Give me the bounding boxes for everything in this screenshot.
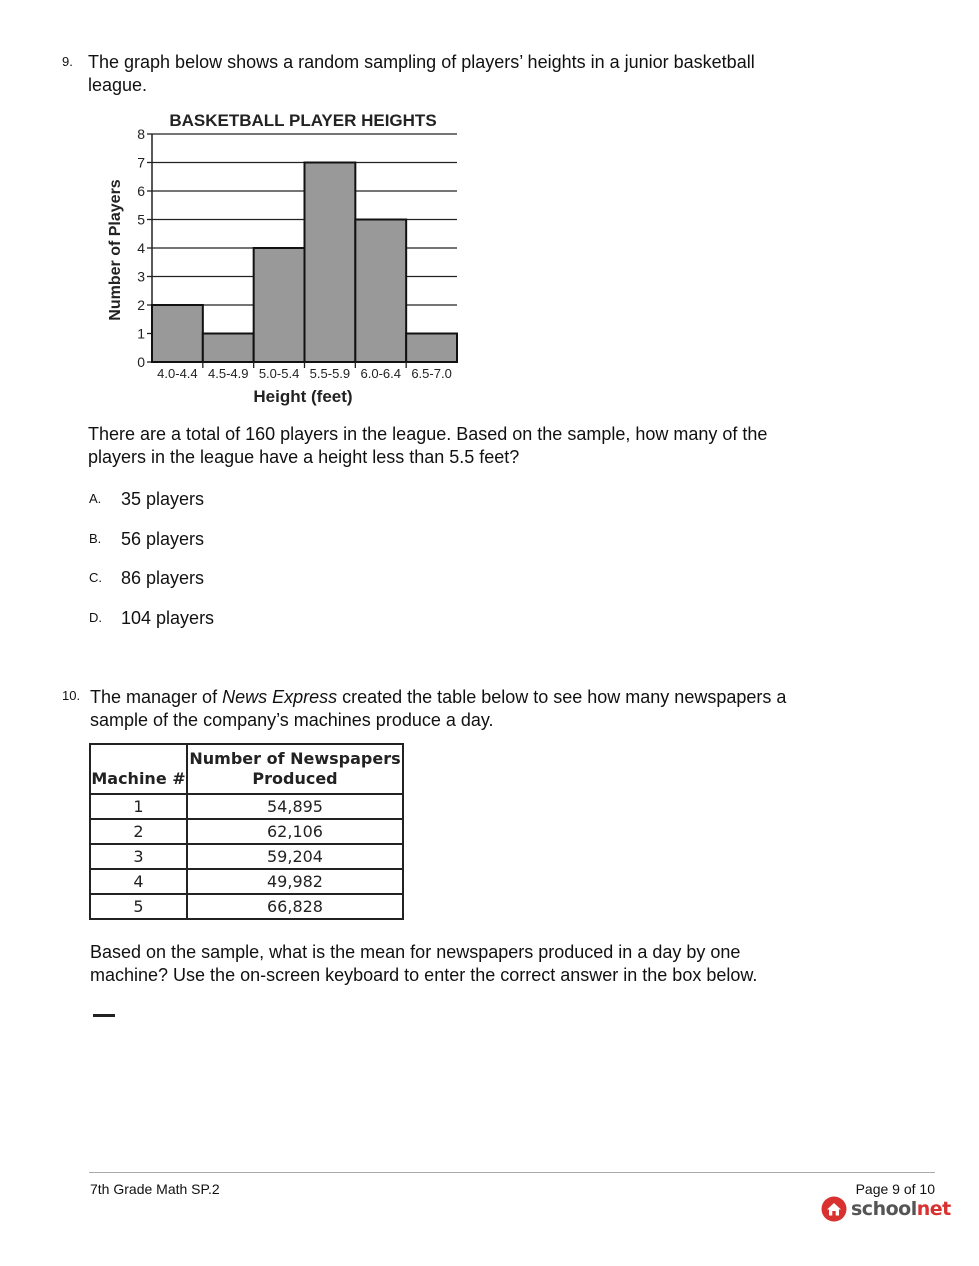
- chart-y-ticks: [137, 126, 152, 370]
- count-cell: 66,828: [187, 894, 403, 919]
- y-tick-label: 6: [137, 183, 145, 199]
- y-tick-label: 2: [137, 297, 145, 313]
- question-10-prompt-line2: sample of the company’s machines produce a day.: [90, 710, 494, 730]
- choice-a-text[interactable]: 35 players: [121, 489, 205, 509]
- count-cell: 59,204: [187, 844, 403, 869]
- question-9-prompt-line1: The graph below shows a random sampling of players’ heights in a junior basketball: [88, 52, 755, 72]
- footer-divider: [89, 1172, 935, 1173]
- x-tick-label: 5.0-5.4: [258, 366, 300, 381]
- chart-bars: [152, 163, 457, 363]
- table-row: [90, 844, 403, 869]
- question-10-question: [90, 941, 757, 987]
- machine-cell: 1: [90, 794, 187, 819]
- question-10-prompt-line1: [90, 686, 786, 709]
- bar-5.5-5.9: [305, 163, 356, 363]
- footer-page-number: Page 9 of 10: [855, 1181, 935, 1197]
- chart-x-axis-label: Height (feet): [253, 387, 353, 406]
- y-tick-label: 0: [137, 354, 145, 370]
- question-10-number: 10.: [62, 688, 81, 703]
- table-row: [90, 869, 403, 894]
- table-row: [90, 819, 403, 844]
- y-tick-label: 1: [137, 325, 145, 342]
- machine-cell: 5: [90, 894, 187, 919]
- bar-6.0-6.4: [355, 220, 406, 363]
- header-newspapers-line1: Number of Newspapers: [189, 749, 401, 768]
- chart-title: BASKETBALL PLAYER HEIGHTS: [169, 111, 437, 130]
- question-10-question-line2: machine? Use the on-screen keyboard to enter the correct answer in the box below.: [90, 965, 758, 985]
- question-10-question-line1: Based on the sample, what is the mean for newspapers produced in a day by one: [90, 942, 741, 962]
- logo-school: school: [851, 1198, 917, 1220]
- x-tick-label: 4.0-4.4: [157, 366, 198, 381]
- choice-d-text[interactable]: 104 players: [121, 608, 215, 628]
- choice-c-letter: C.: [89, 570, 102, 585]
- choice-d-letter: D.: [89, 610, 102, 625]
- bar-4.5-4.9: [203, 334, 254, 363]
- header-newspapers-line2: Produced: [252, 769, 338, 788]
- table-row: [90, 894, 403, 919]
- y-tick-label: 7: [137, 154, 145, 171]
- house-icon: [821, 1196, 847, 1222]
- x-tick-label: 6.5-7.0: [411, 366, 452, 381]
- question-9-question-line1: There are a total of 160 players in the league. Based on the sample, how many of the: [88, 424, 768, 444]
- y-tick-label: 4: [137, 240, 145, 256]
- machine-cell: 2: [90, 819, 187, 844]
- x-tick-label: 5.5-5.9: [309, 366, 351, 381]
- question-9-prompt-line2: league.: [88, 75, 148, 95]
- table-row: [90, 794, 403, 819]
- bar-4.0-4.4: [152, 305, 203, 362]
- publication-name: News Express: [222, 687, 338, 707]
- machine-cell: 4: [90, 869, 187, 894]
- choice-b-text[interactable]: 56 players: [121, 529, 205, 549]
- logo-net: net: [916, 1198, 951, 1220]
- question-9-prompt: [88, 51, 755, 97]
- choice-c-text[interactable]: 86 players: [121, 568, 205, 588]
- y-tick-label: 8: [137, 126, 145, 142]
- schoolnet-logo: [821, 1196, 951, 1222]
- choice-b-letter: B.: [89, 531, 102, 546]
- newspapers-table: [89, 743, 404, 920]
- chart-y-axis-label: Number of Players: [107, 179, 124, 321]
- answer-input[interactable]: [93, 1014, 115, 1017]
- header-machine: Machine #: [90, 744, 187, 794]
- question-9-number: 9.: [62, 54, 73, 69]
- logo-wordmark: [851, 1198, 951, 1220]
- question-9-question: [88, 423, 767, 469]
- header-newspapers: [187, 744, 403, 794]
- choice-a-letter: A.: [89, 491, 102, 506]
- count-cell: 62,106: [187, 819, 403, 844]
- count-cell: 49,982: [187, 869, 403, 894]
- bar-6.5-7.0: [406, 334, 457, 363]
- machine-cell: 3: [90, 844, 187, 869]
- basketball-heights-chart: [100, 105, 470, 410]
- y-tick-label: 5: [137, 211, 145, 228]
- x-tick-label: 4.5-4.9: [208, 366, 249, 381]
- question-10-prompt: [90, 686, 786, 732]
- chart-x-ticks: [157, 362, 452, 381]
- prompt-text-pre: The manager of: [90, 687, 223, 707]
- count-cell: 54,895: [187, 794, 403, 819]
- y-tick-label: 3: [137, 268, 145, 285]
- question-9-question-line2: players in the league have a height less than 5.5 feet?: [88, 447, 520, 467]
- x-tick-label: 6.0-6.4: [360, 366, 401, 381]
- bar-5.0-5.4: [254, 248, 305, 362]
- footer-course-title: 7th Grade Math SP.2: [90, 1181, 220, 1197]
- prompt-text-post: created the table below to see how many newspapers a: [337, 687, 787, 707]
